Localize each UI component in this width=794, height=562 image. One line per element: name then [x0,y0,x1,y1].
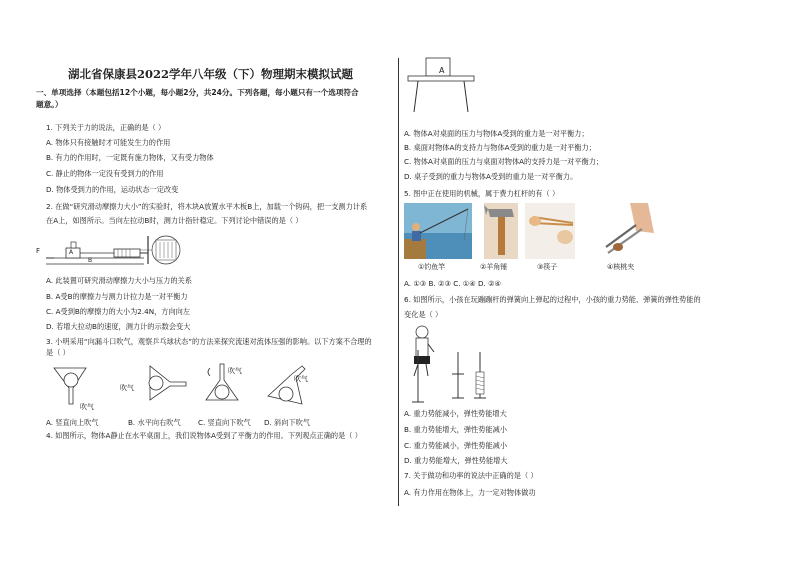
q5-stem: 5. 图中正在使用的机械，属于费力杠杆的有（ ） [404,189,560,198]
nutcracker-image [596,203,662,259]
q5-options: A. ①③ B. ②③ C. ①④ D. ②④ [404,279,501,288]
blow-label-d: 吹气 [294,375,308,383]
q4-option-a: A. 物体A对桌面的压力与物体A受到的重力是一对平衡力； [404,129,589,138]
blow-label-c: 吹气 [228,367,242,375]
q1-option-c: C. 静止的物体一定没有受到力的作用 [46,169,164,178]
q2-option-a: A. 此装置可研究滑动摩擦力大小与压力的关系 [46,276,192,285]
q6-stem-cont: 变化是（ ） [404,310,443,319]
q7-stem: 7. 关于做功和功率的说法中正确的是（ ） [404,471,538,480]
fishing-rod-image [404,203,472,259]
blow-label-b: 吹气 [120,384,134,392]
q2-option-d: D. 若增大拉动B的速度，测力计的示数会变大 [46,322,191,331]
q6-stem: 6. 如图所示，小孩在玩蹦蹦杆的弹簧向上弹起的过程中，小孩的重力势能、弹簧的弹性势能的 [404,295,701,304]
q3-option-b: B. 水平向右吹气 [128,418,181,427]
q4-option-d: D. 桌子受到的重力与物体A受到的重力是一对平衡力。 [404,172,578,181]
q2-option-c: C. A受到B的摩擦力的大小为2.4N，方向向左 [46,307,191,316]
q1-stem: 1. 下列关于力的说法，正确的是（ ） [46,123,166,132]
q4-stem: 4. 如图所示，物体A静止在水平桌面上，我们说物体A受到了平衡力的作用。下列观点正确的是（ ） [46,431,362,440]
q3-stem-cont: 是（ ） [46,348,70,357]
block-a-label: A [69,249,74,256]
pogo-stick-figure [404,322,494,404]
funnel-figure-d [262,360,322,408]
q6-option-a: A. 重力势能减小，弹性势能增大 [404,409,507,418]
q3-option-a: A. 竖直向上吹气 [46,418,99,427]
q4-option-b: B. 桌面对物体A的支持力与物体A受到的重力是一对平衡力； [404,143,596,152]
block-a-label-q4: A [439,66,445,75]
table-with-block-figure [406,56,478,116]
board-b-label: B [88,257,93,264]
column-divider [398,58,399,506]
q3-option-c: C. 竖直向下吹气 [198,418,251,427]
friction-apparatus-figure [44,228,194,270]
q3-stem: 3. 小明采用“向漏斗口吹气，观察乒乓球状态”的方法来探究流速对流体压强的影响。以下方案不合理的 [46,337,372,346]
q1-option-a: A. 物体只有接触时才可能发生力的作用 [46,138,171,147]
force-label: F [36,247,41,255]
chopsticks-image [525,203,575,259]
section-heading: 一、单项选择（本题包括12个小题，每小题2分，共24分。下列各题，每小题只有一个选项符合 [36,88,359,97]
q1-option-d: D. 物体受到力的作用，运动状态一定改变 [46,185,179,194]
caption-claw-hammer: ②羊角锤 [480,263,508,271]
section-heading-cont: 题意。） [36,100,63,109]
caption-nutcracker: ④核桃夹 [607,263,635,271]
blow-label-a: 吹气 [80,403,94,411]
q3-option-d: D. 斜向下吹气 [264,418,311,427]
q2-option-b: B. A受B的摩擦力与测力计拉力是一对平衡力 [46,292,188,301]
caption-chopsticks: ③筷子 [537,263,558,271]
claw-hammer-image [484,203,518,259]
q6-option-b: B. 重力势能增大，弹性势能减小 [404,425,507,434]
q2-stem: 2. 在做“研究滑动摩擦力大小”的实验时，将木块A放置水平木板B上，加载一个钩码，把一支测力计系 [46,202,368,211]
funnel-figure-a [46,360,126,408]
q4-option-c: C. 物体A对桌面的压力与桌面对物体A的支持力是一对平衡力； [404,157,604,166]
q6-option-c: C. 重力势能减小，弹性势能减小 [404,441,508,450]
caption-fishing-rod: ①钓鱼竿 [418,263,446,271]
funnel-figure-b [130,360,200,408]
q1-option-b: B. 有力的作用时，一定既有施力物体，又有受力物体 [46,153,214,162]
q2-stem-cont: 在A上，如图所示。当向左拉动B时，测力计指针稳定。下列讨论中错误的是（ ） [46,216,303,225]
q6-option-d: D. 重力势能增大，弹性势能增大 [404,456,508,465]
page-title: 湖北省保康县2022学年八年级（下）物理期末模拟试题 [68,67,354,81]
q7-option-a: A. 有力作用在物体上，力一定对物体做功 [404,488,536,497]
